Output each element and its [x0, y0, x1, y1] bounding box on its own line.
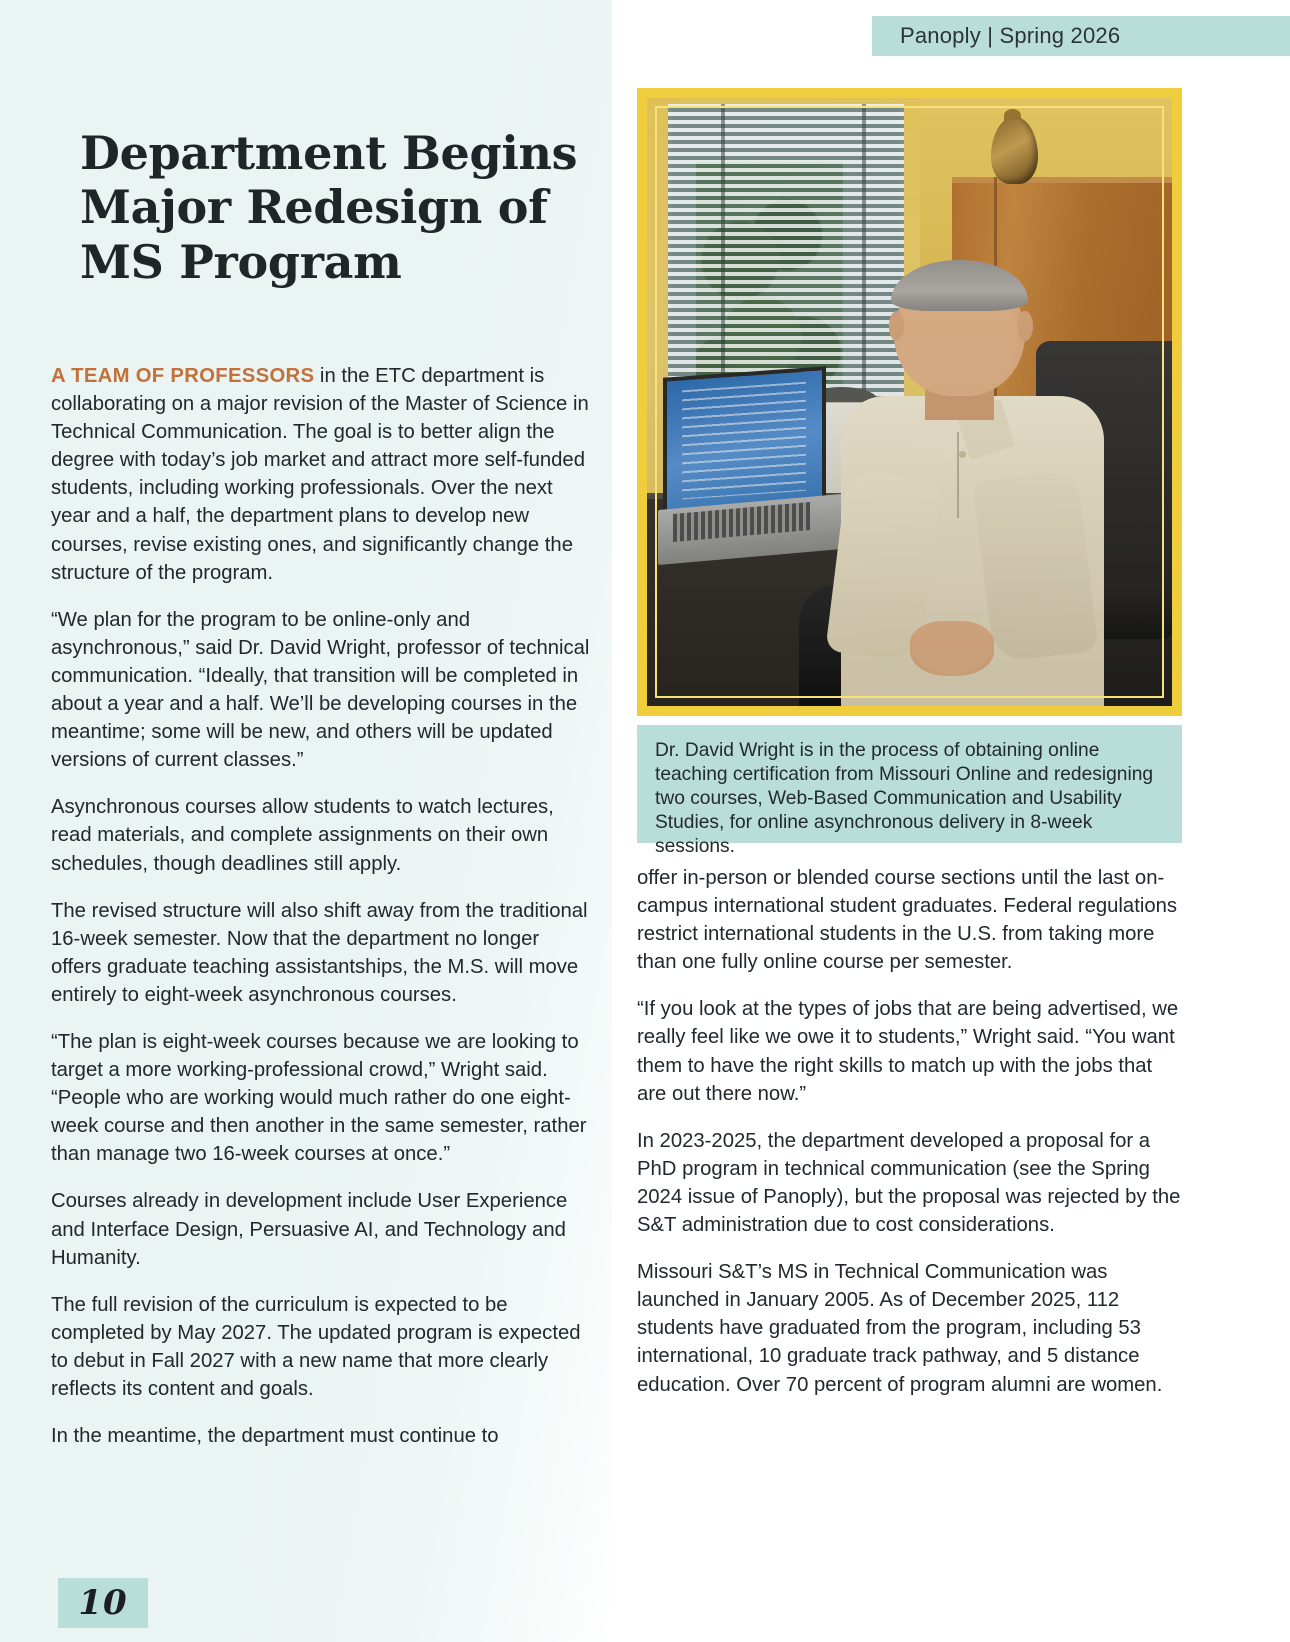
- paragraph: offer in-person or blended course sections until the last on-campus international student graduates. Federal regulations restrict international students in the U.S. from taking more than one fully online course per semester.: [637, 867, 1178, 974]
- article-photo-frame: [637, 88, 1182, 716]
- paragraph: “If you look at the types of jobs that are being advertised, we really feel like we owe it to students,” Wright said. “You want them to have the right skills to match up with the jobs that are out there now.”: [637, 998, 1179, 1105]
- lead-in-text: A TEAM OF PROFESSORS: [51, 365, 315, 387]
- paragraph: In 2023-2025, the department developed a proposal for a PhD program in technical communication (see the Spring 2024 issue of Panoply), but the proposal was rejected by the S&T administration due to cost considerations.: [637, 1129, 1181, 1237]
- paragraph: “We plan for the program to be online-only and asynchronous,” said Dr. David Wright, professor of technical communication. “Ideally, that transition will be completed in about a year and a half. We’ll be developing courses in the meantime; some will be new, and others will be updated versions of current classes.”: [51, 608, 590, 772]
- page-title: Department Begins Major Redesign of MS Program: [80, 126, 578, 289]
- paragraph: “The plan is eight-week courses because we are looking to target a more working-professional crowd,” Wright said. “People who are working would much rather do one eight-week course and then another in the same semester, rather than manage two 16-week courses at once.”: [51, 1030, 587, 1166]
- photo-caption-box: [637, 725, 1182, 857]
- photo-caption-text: Dr. David Wright is in the process of obtaining online teaching certification from Missouri Online and redesigning two courses, Web-Based Communication and Usability Studies, for online asynchronous delivery in 8-week sessions.: [655, 740, 1154, 857]
- paragraph: Courses already in development include User Experience and Interface Design, Persuasive AI, and Technology and Humanity.: [51, 1190, 568, 1269]
- issue-header-text: Panoply | Spring 2026: [900, 23, 1121, 48]
- photo-scene: [647, 98, 1172, 706]
- paragraph: Asynchronous courses allow students to watch lectures, read materials, and complete assignments on their own schedules, though deadlines still apply.: [51, 796, 554, 875]
- page-number-badge: [58, 1578, 148, 1628]
- page-number: 10: [78, 1583, 128, 1623]
- paragraph-lead: [51, 362, 593, 587]
- article-body-right-column: [637, 864, 1182, 1399]
- issue-header-bar: [872, 16, 1290, 56]
- article-photo: [647, 98, 1172, 706]
- paragraph: The revised structure will also shift away from the traditional 16-week semester. Now that the department no longer offers graduate teaching assistantships, the M.S. will move entirely to eight-week asynchronous courses.: [51, 899, 588, 1006]
- article-body-left-column: [51, 362, 593, 1450]
- paragraph-text: in the ETC department is collaborating on a major revision of the Master of Science in Technical Communication. The goal is to better align the degree with today’s job market and attract more self-funded students, including working professionals. Over the next year and a half, the department plans to develop new courses, revise existing ones, and significantly change the structure of the program.: [51, 365, 589, 584]
- paragraph: In the meantime, the department must continue to: [51, 1425, 499, 1448]
- paragraph: The full revision of the curriculum is expected to be completed by May 2027. The updated program is expected to debut in Fall 2027 with a new name that more clearly reflects its content and goals.: [51, 1293, 581, 1400]
- paragraph: Missouri S&T’s MS in Technical Communication was launched in January 2005. As of December 2025, 112 students have graduated from the program, including 53 international, 10 graduate track pathway, and 5 distance education. Over 70 percent of program alumni are women.: [637, 1261, 1163, 1396]
- photo-overlay: [647, 98, 1172, 706]
